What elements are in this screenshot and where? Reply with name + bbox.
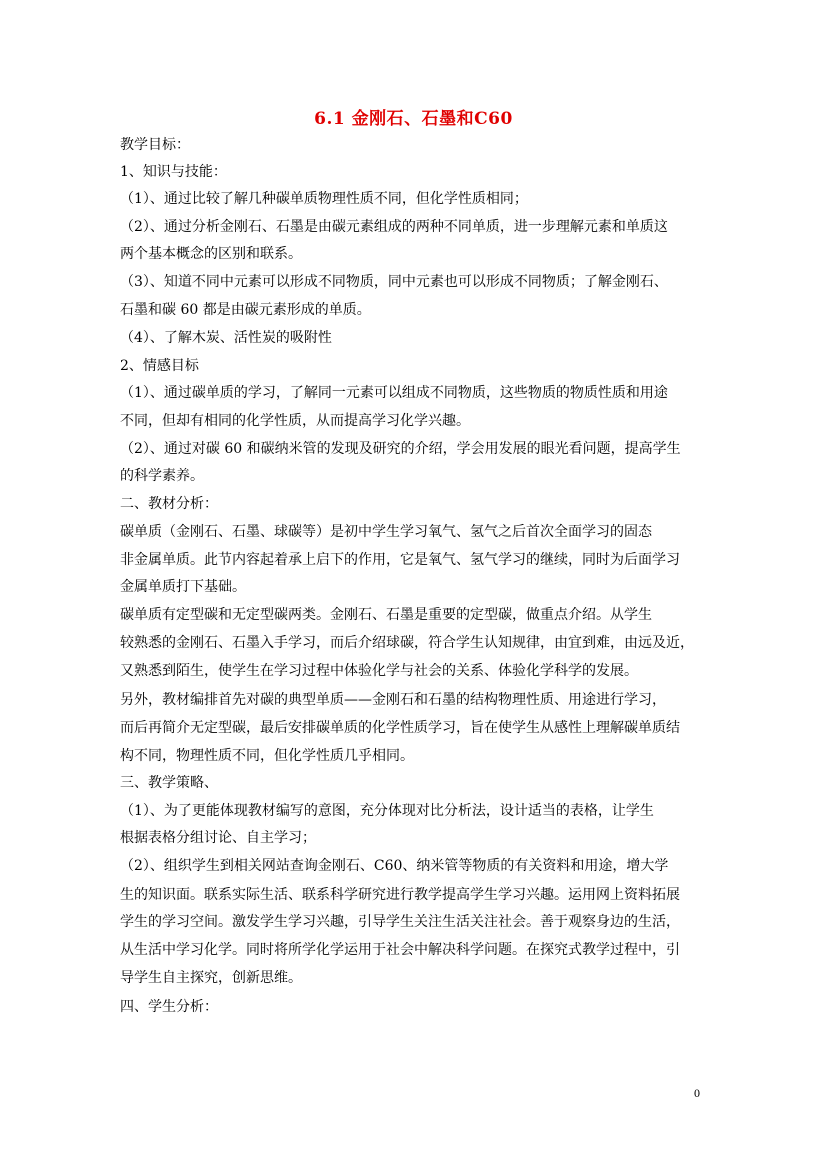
text-line: 1、知识与技能：	[120, 164, 227, 180]
text-line: 碳单质（金刚石、石墨、球碳等）是初中学生学习氧气、氢气之后首次全面学习的固态	[120, 524, 652, 540]
text-line: 非金属单质。此节内容起着承上启下的作用，它是氧气、氢气学习的继续，同时为后面学习	[120, 552, 680, 568]
text-line: 不同，但却有相同的化学性质，从而提高学习化学兴趣。	[120, 413, 470, 429]
text-line: 学生的学习空间。激发学生学习兴趣，引导学生关注生活关注社会。善于观察身边的生活，	[120, 914, 680, 930]
text-line: （1）、通过碳单质的学习，了解同一元素可以组成不同物质，这些物质的物质性质和用途	[120, 385, 668, 401]
text-line: 三、教学策略、	[120, 775, 218, 791]
text-line: 石墨和碳 60 都是由碳元素形成的单质。	[120, 302, 371, 318]
text-line: 较熟悉的金刚石、石墨入手学习，而后介绍球碳，符合学生认知规律，由宜到难，由远及近，	[120, 635, 694, 651]
text-line: （2）、组织学生到相关网站查询金刚石、C60、纳米管等物质的有关资料和用途，增大学	[120, 858, 669, 874]
text-line: （2）、通过对碳 60 和碳纳米管的发现及研究的介绍，学会用发展的眼光看问题，提高学生	[120, 441, 681, 457]
text-line: （3）、知道不同中元素可以形成不同物质，同中元素也可以形成不同物质；了解金刚石、	[120, 274, 668, 290]
text-line: 2、情感目标	[120, 358, 199, 374]
text-line: 的科学素养。	[120, 468, 204, 484]
text-line: （2）、通过分析金刚石、石墨是由碳元素组成的两种不同单质，进一步理解元素和单质这	[120, 219, 668, 235]
text-line: 两个基本概念的区别和联系。	[120, 246, 302, 262]
text-line: 金属单质打下基础。	[120, 579, 246, 595]
text-line: 又熟悉到陌生，使学生在学习过程中体验化学与社会的关系、体验化学科学的发展。	[120, 663, 638, 679]
text-line: 二、教材分析：	[120, 496, 218, 512]
text-line: 四、学生分析：	[120, 999, 218, 1015]
text-line: 从生活中学习化学。同时将所学化学运用于社会中解决科学问题。在探究式教学过程中，引	[120, 942, 680, 958]
text-line: 碳单质有定型碳和无定型碳两类。金刚石、石墨是重要的定型碳，做重点介绍。从学生	[120, 607, 652, 623]
text-line: 导学生自主探究，创新思维。	[120, 970, 302, 986]
text-line: （1）、通过比较了解几种碳单质物理性质不同，但化学性质相同；	[120, 191, 528, 207]
text-line: 生的知识面。联系实际生活、联系科学研究进行教学提高学生学习兴趣。运用网上资料拓展	[120, 887, 680, 903]
text-line: 而后再简介无定型碳，最后安排碳单质的化学性质学习，旨在使学生从感性上理解碳单质结	[120, 720, 680, 736]
text-line: 根据表格分组讨论、自主学习；	[120, 830, 316, 846]
text-line: （1）、为了更能体现教材编写的意图，充分体现对比分析法，设计适当的表格，让学生	[120, 803, 654, 819]
page-title: 6.1 金刚石、石墨和C60	[314, 109, 513, 129]
text-line: 另外，教材编排首先对碳的典型单质——金刚石和石墨的结构物理性质、用途进行学习，	[120, 692, 666, 708]
text-line: 构不同，物理性质不同，但化学性质几乎相同。	[120, 748, 414, 764]
text-line: （4）、了解木炭、活性炭的吸附性	[120, 330, 332, 346]
text-line: 教学目标：	[120, 137, 190, 153]
page-number: 0	[694, 1086, 700, 1100]
